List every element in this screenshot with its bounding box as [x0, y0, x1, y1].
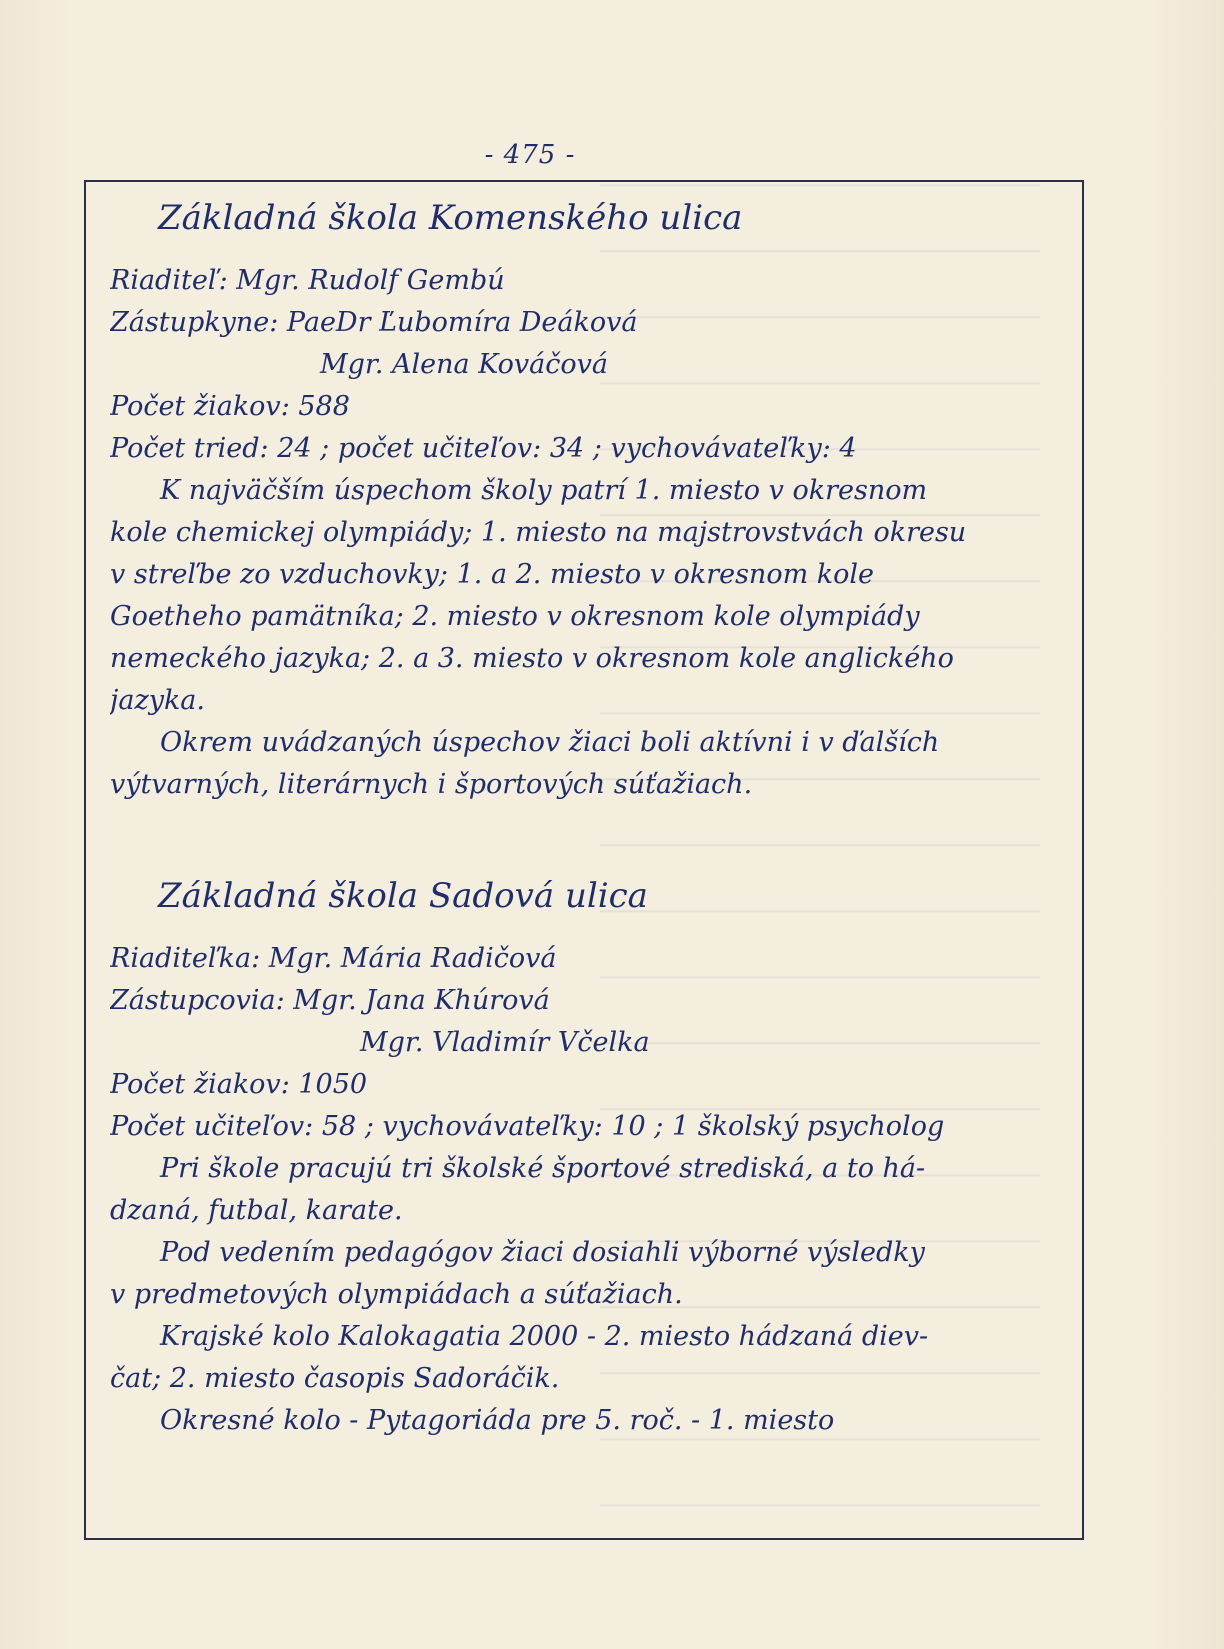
school-1-text-line: K najväčším úspechom školy patrí 1. miesto v okresnom [160, 475, 928, 506]
school-2-director: Riaditeľka: Mgr. Mária Radičová [110, 943, 557, 974]
school-2-text-line: Pod vedením pedagógov žiaci dosiahli výborné výsledky [160, 1237, 925, 1268]
school-1-text-line: výtvarných, literárnych i športových súťažiach. [110, 769, 753, 800]
school-2-text-line: Krajské kolo Kalokagatia 2000 - 2. miesto hádzaná diev- [160, 1321, 929, 1352]
school-1-text-line: v streľbe zo vzduchovky; 1. a 2. miesto v okresnom kole [110, 559, 874, 590]
school-2-deputies: Zástupcovia: Mgr. Jana Khúrová [110, 985, 550, 1016]
school-2-teachers: Počet učiteľov: 58 ; vychovávateľky: 10 ; 1 školský psycholog [110, 1111, 945, 1142]
school-2-text-line: čat; 2. miesto časopis Sadoráčik. [110, 1363, 560, 1394]
school-1-text-line: nemeckého jazyka; 2. a 3. miesto v okresnom kole anglického [110, 643, 954, 674]
school-1-text-line: kole chemickej olympiády; 1. miesto na majstrovstvách okresu [110, 517, 967, 548]
school-1-pupils: Počet žiakov: 588 [110, 391, 350, 422]
school-1-text-line: Okrem uvádzaných úspechov žiaci boli aktívni i v ďalších [160, 727, 940, 758]
school-1-title: Základná škola Komenského ulica [158, 198, 743, 238]
school-1-deputies: Zástupkyne: PaeDr Ľubomíra Deáková [110, 307, 638, 338]
school-2-text-line: v predmetových olympiádach a súťažiach. [110, 1279, 683, 1310]
school-1-director: Riaditeľ: Mgr. Rudolf Gembú [110, 265, 505, 296]
school-2-text-line: Pri škole pracujú tri školské športové strediská, a to há- [160, 1153, 926, 1184]
school-2-text-line: dzaná, futbal, karate. [110, 1195, 403, 1226]
school-2-pupils: Počet žiakov: 1050 [110, 1069, 368, 1100]
school-1-text-line: jazyka. [110, 685, 205, 716]
school-1-text-line: Goetheho pamätníka; 2. miesto v okresnom kole olympiády [110, 601, 920, 632]
school-1-deputy-2: Mgr. Alena Kováčová [320, 349, 608, 380]
school-2-text-line: Okresné kolo - Pytagoriáda pre 5. roč. - 1. miesto [160, 1405, 835, 1436]
school-1-classes: Počet tried: 24 ; počet učiteľov: 34 ; vychovávateľky: 4 [110, 433, 857, 464]
school-2-title: Základná škola Sadová ulica [158, 876, 648, 916]
page-number: - 475 - [484, 140, 576, 170]
school-2-deputy-2: Mgr. Vladimír Včelka [360, 1027, 650, 1058]
page-content [110, 190, 1060, 1442]
